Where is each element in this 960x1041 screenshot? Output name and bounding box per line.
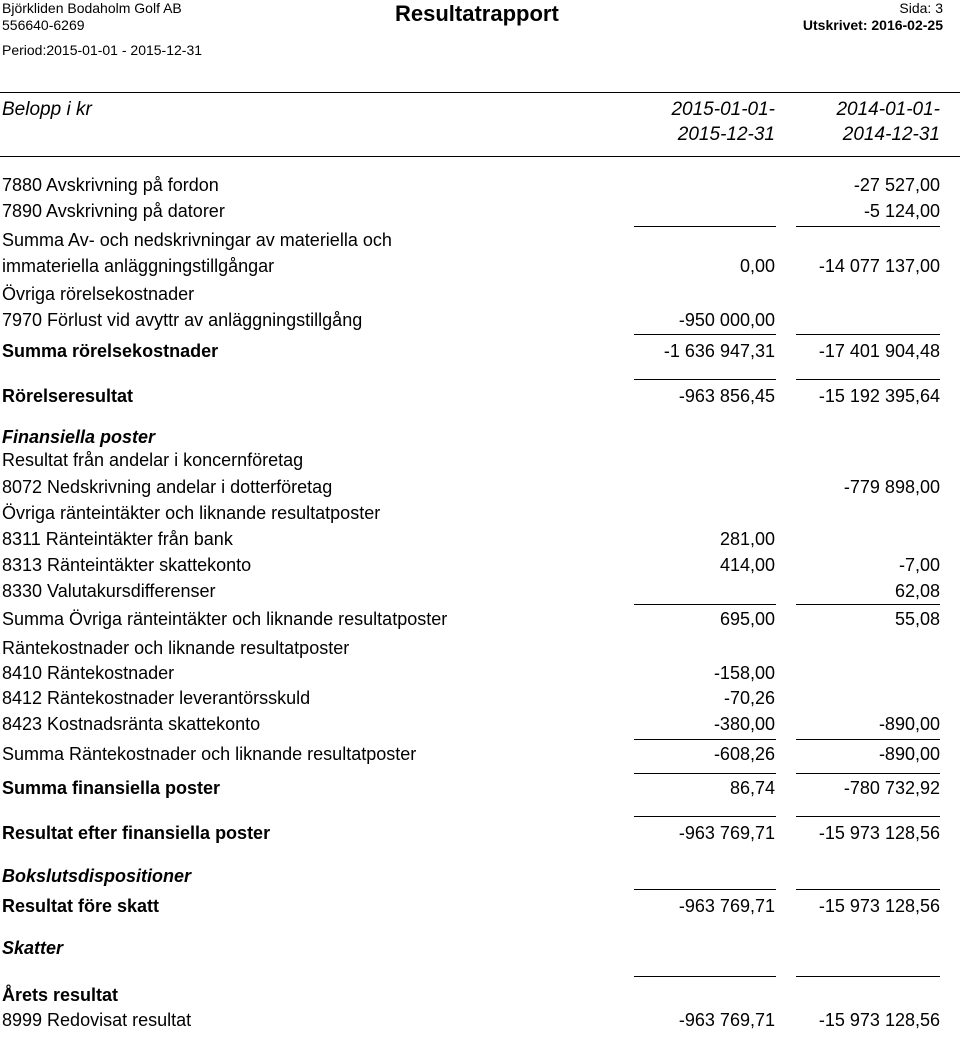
row-previous: -15 973 128,56 bbox=[818, 823, 940, 843]
table-row bbox=[0, 256, 960, 282]
subtotal-rule bbox=[634, 889, 776, 890]
table-row bbox=[0, 1010, 960, 1036]
table-row bbox=[0, 201, 960, 227]
row-label: 8423 Kostnadsränta skattekonto bbox=[2, 714, 261, 734]
subtotal-rule bbox=[796, 739, 940, 740]
current-period-line2: 2015-12-31 bbox=[677, 124, 775, 145]
subtotal-rule bbox=[634, 773, 776, 774]
row-previous: 62,08 bbox=[894, 581, 940, 601]
row-label: 7970 Förlust vid avyttr av anläggningstillgång bbox=[2, 310, 363, 330]
subtotal-rule bbox=[634, 604, 776, 605]
table-row bbox=[0, 555, 960, 581]
subtotal-rule bbox=[796, 379, 940, 380]
subtotal-rule bbox=[796, 976, 940, 977]
subtotal-rule bbox=[796, 604, 940, 605]
row-label: 8330 Valutakursdifferenser bbox=[2, 581, 216, 601]
row-current: 0,00 bbox=[739, 256, 775, 276]
table-row bbox=[0, 663, 960, 689]
row-previous: 55,08 bbox=[894, 609, 940, 629]
table-row bbox=[0, 386, 960, 412]
org-number: 556640-6269 bbox=[2, 17, 85, 33]
subtotal-rule bbox=[634, 976, 776, 977]
row-previous: -14 077 137,00 bbox=[818, 256, 940, 276]
period: Period:2015-01-01 - 2015-12-31 bbox=[2, 42, 203, 58]
subtotal-rule bbox=[634, 739, 776, 740]
row-label: Bokslutsdispositioner bbox=[2, 866, 192, 886]
table-row bbox=[0, 714, 960, 740]
row-current: -70,26 bbox=[723, 688, 775, 708]
table-row bbox=[0, 744, 960, 770]
row-label: Summa rörelsekostnader bbox=[2, 341, 219, 361]
row-label: Övriga rörelsekostnader bbox=[2, 284, 195, 304]
row-label: Räntekostnader och liknande resultatposter bbox=[2, 638, 350, 658]
row-label: Finansiella poster bbox=[2, 427, 156, 447]
subtotal-rule bbox=[634, 334, 776, 335]
row-previous: -15 192 395,64 bbox=[818, 386, 940, 406]
section-heading bbox=[0, 938, 960, 964]
row-label: Årets resultat bbox=[2, 985, 119, 1005]
subtotal-rule bbox=[634, 379, 776, 380]
table-row bbox=[0, 638, 960, 664]
row-current: -963 769,71 bbox=[678, 1010, 775, 1030]
row-current: -158,00 bbox=[713, 663, 775, 683]
row-label: Resultat från andelar i koncernföretag bbox=[2, 450, 304, 470]
previous-period-line2: 2014-12-31 bbox=[842, 124, 940, 145]
row-current: 281,00 bbox=[719, 529, 775, 549]
table-row bbox=[0, 529, 960, 555]
row-label: 7890 Avskrivning på datorer bbox=[2, 201, 225, 221]
amount-unit-label: Belopp i kr bbox=[2, 99, 92, 120]
row-label: Skatter bbox=[2, 938, 64, 958]
table-row bbox=[0, 341, 960, 367]
row-label: Rörelseresultat bbox=[2, 386, 134, 406]
table-row bbox=[0, 985, 960, 1011]
row-label: Summa finansiella poster bbox=[2, 778, 221, 798]
row-current: -950 000,00 bbox=[678, 310, 775, 330]
row-label: 7880 Avskrivning på fordon bbox=[2, 175, 219, 195]
row-label: immateriella anläggningstillgångar bbox=[2, 256, 275, 276]
row-label: Summa Räntekostnader och liknande resultatposter bbox=[2, 744, 417, 764]
row-previous: -15 973 128,56 bbox=[818, 896, 940, 916]
table-row bbox=[0, 688, 960, 714]
table-row bbox=[0, 230, 960, 256]
row-current: -963 856,45 bbox=[678, 386, 775, 406]
table-row bbox=[0, 503, 960, 529]
row-label: Övriga ränteintäkter och liknande resultatposter bbox=[2, 503, 381, 523]
row-label: 8311 Ränteintäkter från bank bbox=[2, 529, 233, 549]
row-label: 8410 Räntekostnader bbox=[2, 663, 175, 683]
row-previous: -27 527,00 bbox=[853, 175, 940, 195]
subtotal-rule bbox=[796, 816, 940, 817]
subtotal-rule bbox=[634, 816, 776, 817]
table-row bbox=[0, 175, 960, 201]
row-label: 8412 Räntekostnader leverantörsskuld bbox=[2, 688, 311, 708]
row-previous: -890,00 bbox=[878, 744, 940, 764]
row-label: Resultat före skatt bbox=[2, 896, 160, 916]
printed-date: Utskrivet: 2016-02-25 bbox=[802, 17, 943, 33]
subtotal-rule bbox=[796, 889, 940, 890]
column-header-divider bbox=[0, 156, 960, 157]
row-label: 8072 Nedskrivning andelar i dotterföretag bbox=[2, 477, 333, 497]
row-previous: -779 898,00 bbox=[843, 477, 940, 497]
row-previous: -15 973 128,56 bbox=[818, 1010, 940, 1030]
row-previous: -780 732,92 bbox=[843, 778, 940, 798]
page-number: Sida: 3 bbox=[899, 0, 943, 16]
table-row bbox=[0, 896, 960, 922]
table-row bbox=[0, 284, 960, 310]
table-row bbox=[0, 477, 960, 503]
row-current: 86,74 bbox=[729, 778, 775, 798]
row-current: 695,00 bbox=[719, 609, 775, 629]
subtotal-rule bbox=[796, 773, 940, 774]
row-label: Resultat efter finansiella poster bbox=[2, 823, 271, 843]
row-previous: -17 401 904,48 bbox=[818, 341, 940, 361]
table-row bbox=[0, 310, 960, 336]
row-label: Summa Av- och nedskrivningar av materiella och bbox=[2, 230, 392, 250]
row-current: -1 636 947,31 bbox=[663, 341, 775, 361]
table-row bbox=[0, 778, 960, 804]
row-current: 414,00 bbox=[719, 555, 775, 575]
header-divider bbox=[0, 92, 960, 93]
table-row bbox=[0, 823, 960, 849]
table-row bbox=[0, 450, 960, 476]
row-previous: -890,00 bbox=[878, 714, 940, 734]
report-title: Resultatrapport bbox=[395, 1, 559, 26]
company-name: Björkliden Bodaholm Golf AB bbox=[2, 0, 182, 16]
row-previous: -7,00 bbox=[898, 555, 940, 575]
row-current: -608,26 bbox=[713, 744, 775, 764]
subtotal-rule bbox=[796, 334, 940, 335]
current-period-line1: 2015-01-01- bbox=[671, 99, 775, 120]
row-current: -963 769,71 bbox=[678, 823, 775, 843]
row-current: -963 769,71 bbox=[678, 896, 775, 916]
subtotal-rule bbox=[634, 226, 776, 227]
row-previous: -5 124,00 bbox=[863, 201, 940, 221]
row-current: -380,00 bbox=[713, 714, 775, 734]
row-label: Summa Övriga ränteintäkter och liknande resultatposter bbox=[2, 609, 448, 629]
row-label: 8999 Redovisat resultat bbox=[2, 1010, 192, 1030]
table-row bbox=[0, 609, 960, 635]
row-label: 8313 Ränteintäkter skattekonto bbox=[2, 555, 252, 575]
previous-period-line1: 2014-01-01- bbox=[836, 99, 940, 120]
subtotal-rule bbox=[796, 226, 940, 227]
